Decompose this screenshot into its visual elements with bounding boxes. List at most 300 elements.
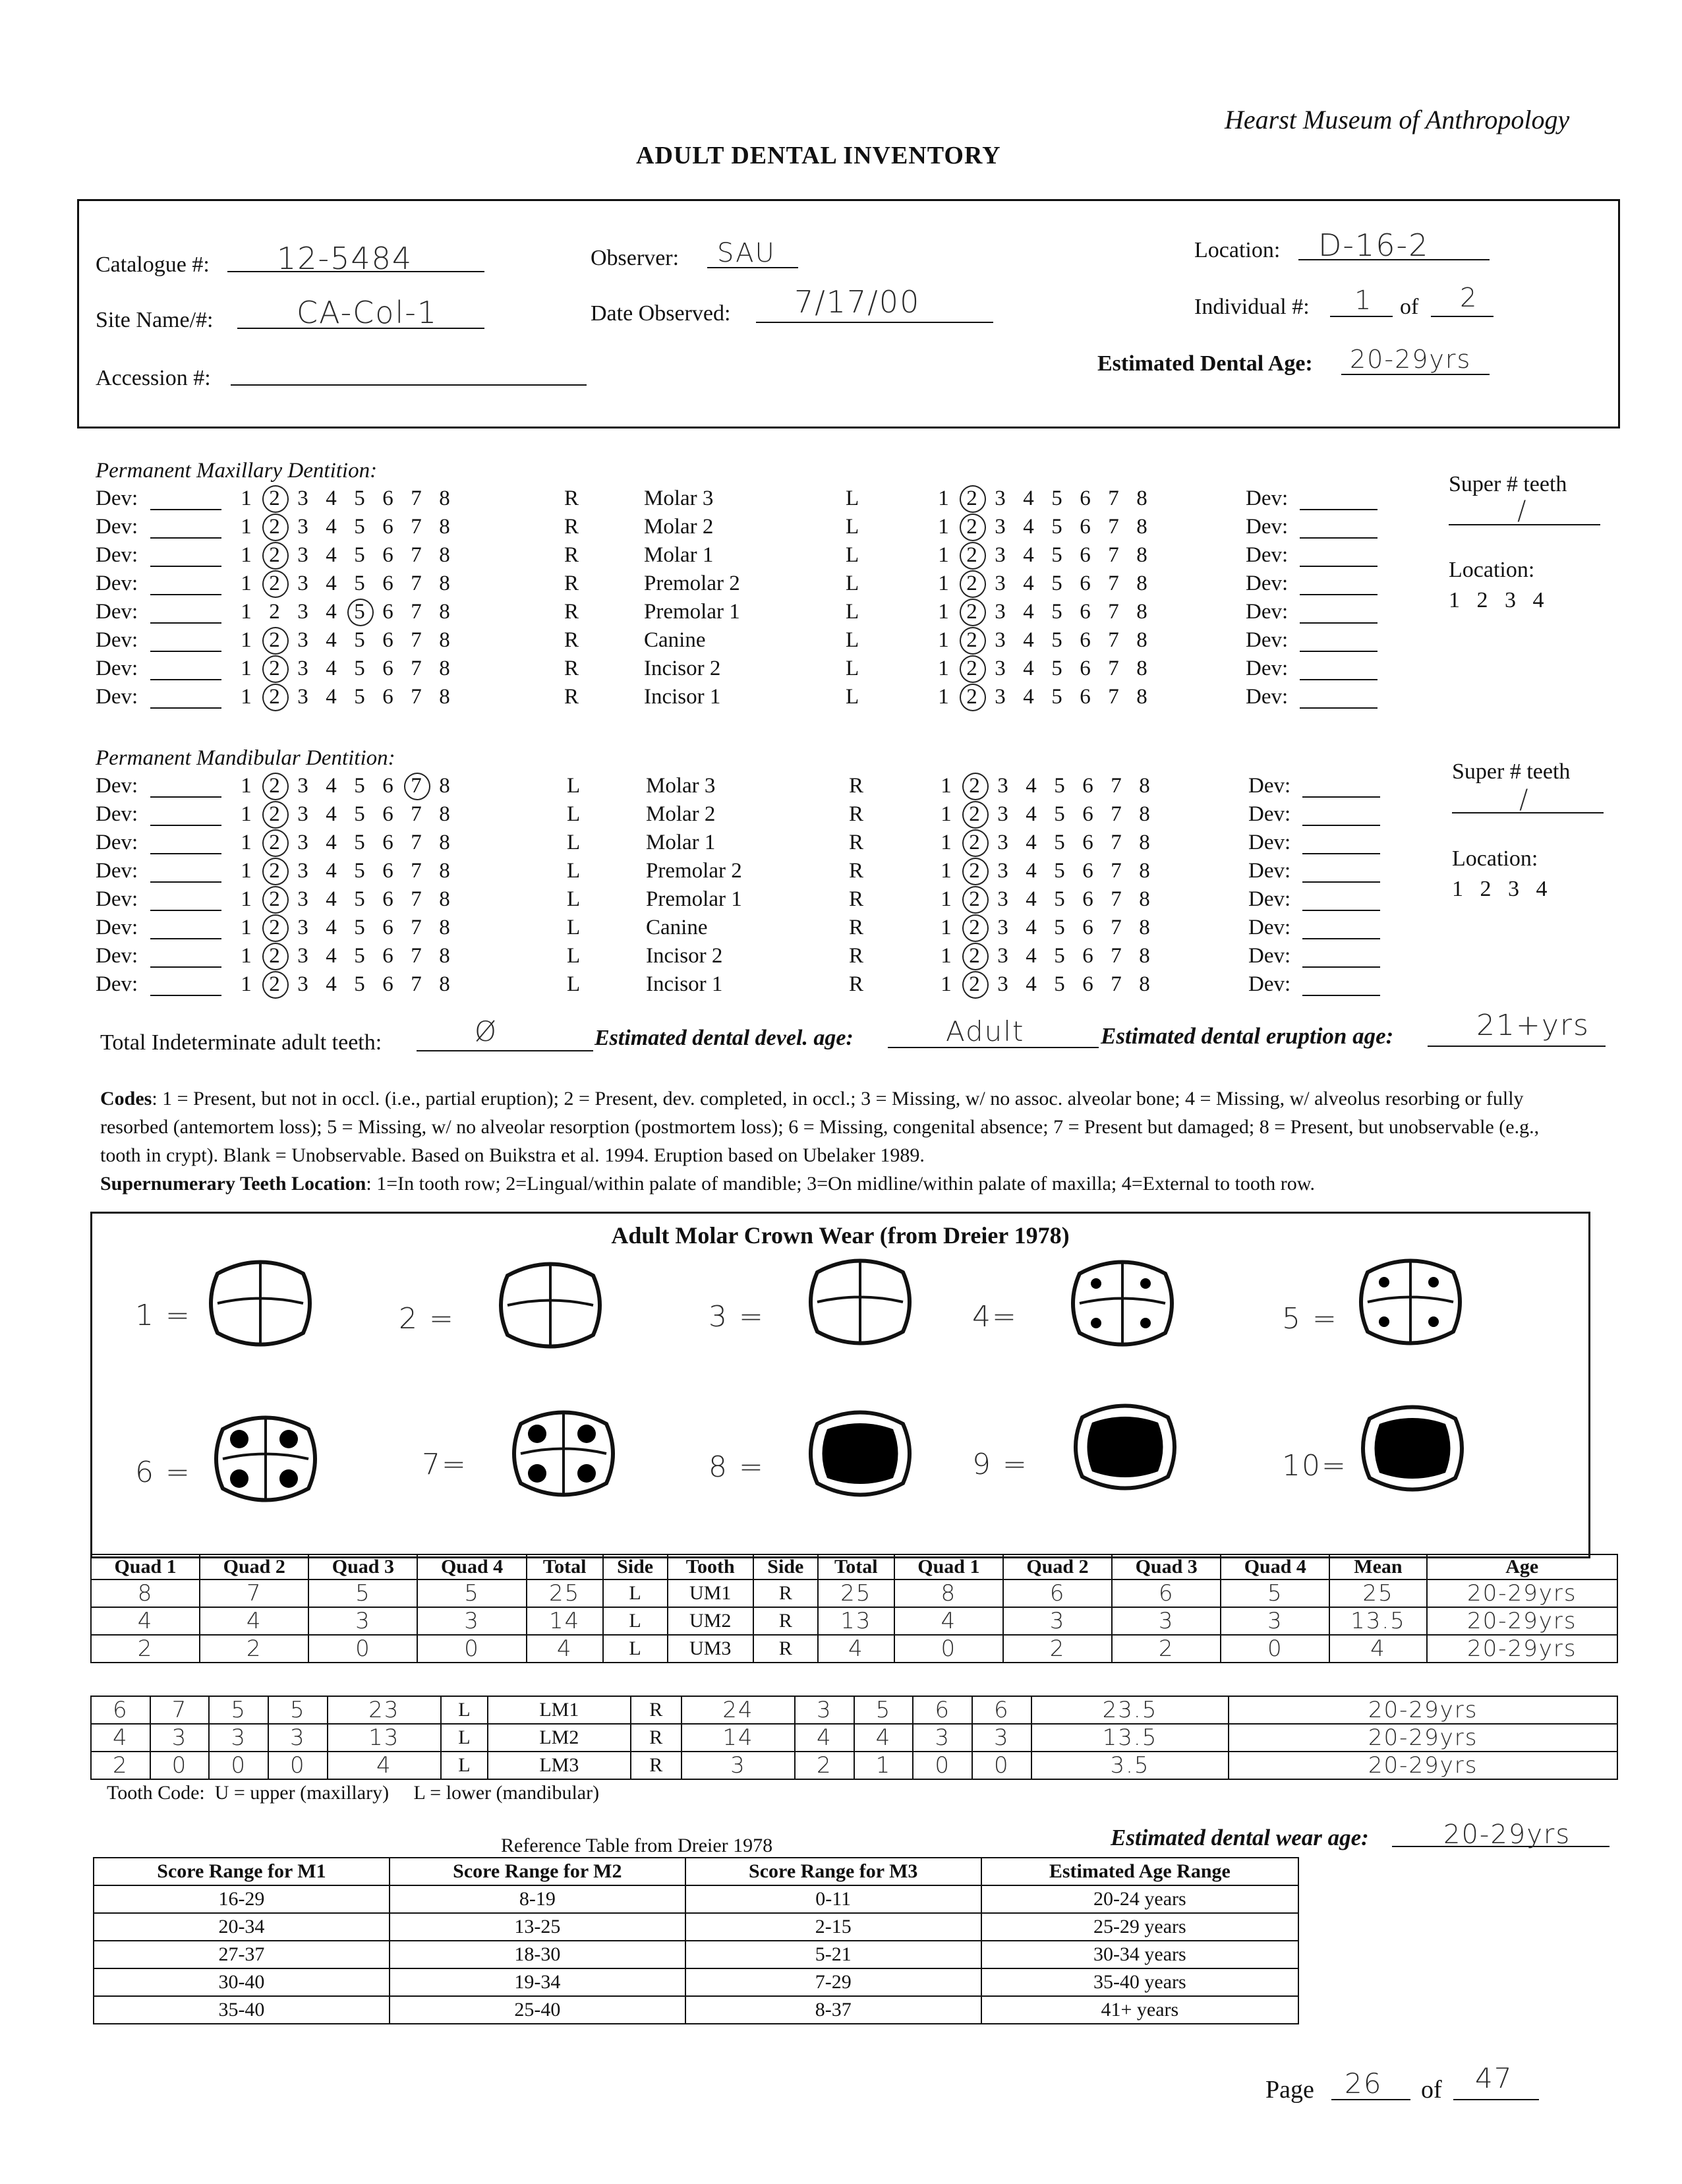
wear-table-cell[interactable]: 4	[854, 1724, 914, 1752]
code-option[interactable]: 5	[1051, 487, 1062, 510]
code-option[interactable]: 4	[326, 487, 337, 510]
circled-code[interactable]: 2	[260, 944, 289, 968]
code-option[interactable]: 5	[1051, 628, 1062, 652]
code-option[interactable]: 4	[326, 831, 337, 854]
wear-table-cell[interactable]: 3	[308, 1607, 417, 1635]
code-option[interactable]: 4	[326, 572, 337, 595]
code-option[interactable]: 6	[1082, 887, 1093, 911]
wear-table-cell[interactable]: 20-29yrs	[1229, 1724, 1617, 1752]
wear-table-cell[interactable]: 20-29yrs	[1427, 1635, 1617, 1663]
code-option[interactable]: 3	[297, 916, 308, 939]
mandibular-super-value[interactable]: /	[1519, 784, 1530, 815]
code-option[interactable]: 1	[241, 515, 252, 539]
code-option[interactable]: 4	[326, 628, 337, 652]
wear-table-cell[interactable]: 0	[417, 1635, 526, 1663]
catalogue-value[interactable]: 12-5484	[277, 241, 413, 276]
code-option[interactable]: 4	[326, 657, 337, 680]
wear-table-cell[interactable]: 4	[91, 1607, 200, 1635]
code-option[interactable]: 5	[354, 944, 365, 968]
wear-table-cell[interactable]: 25	[527, 1579, 603, 1607]
code-option[interactable]: 7	[411, 657, 422, 680]
code-option[interactable]: 3	[297, 628, 308, 652]
wear-table-cell[interactable]: 6	[1003, 1579, 1112, 1607]
wear-table-cell[interactable]: 5	[417, 1579, 526, 1607]
code-option[interactable]: 5	[354, 887, 365, 911]
code-option[interactable]: 1	[241, 685, 252, 709]
code-option[interactable]: 6	[382, 944, 393, 968]
code-option[interactable]: 1	[241, 972, 252, 996]
code-option[interactable]: 4	[326, 802, 337, 826]
circled-code[interactable]: 2	[958, 600, 986, 624]
code-option[interactable]: 4	[1026, 802, 1037, 826]
wear-table-cell[interactable]: 5	[308, 1579, 417, 1607]
code-option[interactable]: 3	[995, 628, 1006, 652]
code-option[interactable]: 8	[1139, 831, 1150, 854]
dev-field[interactable]	[150, 966, 221, 968]
code-option[interactable]: 1	[241, 916, 252, 939]
wear-table-cell[interactable]: 8	[894, 1579, 1003, 1607]
code-option[interactable]: 8	[1139, 887, 1150, 911]
code-option[interactable]: 3	[997, 774, 1008, 798]
dev-field[interactable]	[150, 796, 221, 798]
circled-code[interactable]: 2	[960, 887, 989, 912]
code-option[interactable]: 6	[1082, 831, 1093, 854]
code-option[interactable]: 7	[411, 600, 422, 624]
circled-code[interactable]: 2	[260, 859, 289, 883]
code-option[interactable]: 4	[326, 859, 337, 883]
code-option[interactable]: 3	[297, 600, 308, 624]
total-indeterminate-value[interactable]: Ø	[475, 1015, 498, 1048]
code-option[interactable]: 7	[411, 916, 422, 939]
code-option[interactable]: 3	[995, 657, 1006, 680]
code-option[interactable]: 2	[269, 600, 280, 624]
wear-table-cell[interactable]: 20-29yrs	[1229, 1696, 1617, 1724]
code-option[interactable]: 5	[354, 685, 365, 709]
code-option[interactable]: 7	[1108, 628, 1119, 652]
code-option[interactable]: 3	[297, 657, 308, 680]
code-option[interactable]: 4	[326, 916, 337, 939]
code-option[interactable]: 4	[1023, 657, 1034, 680]
circled-code[interactable]: 2	[960, 916, 989, 940]
wear-table-cell[interactable]: 4	[818, 1635, 894, 1663]
code-option[interactable]: 7	[1108, 572, 1119, 595]
wear-table-cell[interactable]: 3	[972, 1724, 1031, 1752]
code-option[interactable]: 6	[382, 543, 393, 567]
code-option[interactable]: 8	[439, 515, 450, 539]
code-option[interactable]: 1	[241, 774, 252, 798]
code-option[interactable]: 8	[439, 859, 450, 883]
dev-field[interactable]	[1300, 509, 1378, 510]
code-option[interactable]: 5	[1054, 944, 1065, 968]
code-option[interactable]: 6	[382, 487, 393, 510]
dev-field[interactable]	[150, 853, 221, 854]
wear-table-cell[interactable]: 0	[150, 1752, 210, 1779]
site-value[interactable]: CA-Col-1	[297, 295, 438, 330]
location-value[interactable]: D-16-2	[1318, 227, 1430, 263]
dev-field[interactable]	[150, 622, 221, 624]
maxillary-super-value[interactable]: /	[1517, 496, 1528, 526]
circled-code[interactable]: 2	[260, 685, 289, 709]
code-option[interactable]: 7	[411, 543, 422, 567]
wear-table-cell[interactable]: 3	[682, 1752, 795, 1779]
code-option[interactable]: 5	[1051, 543, 1062, 567]
code-option[interactable]: 1	[938, 628, 949, 652]
code-option[interactable]: 7	[1111, 916, 1122, 939]
code-option[interactable]: 5	[1051, 600, 1062, 624]
code-option[interactable]: 3	[995, 685, 1006, 709]
code-option[interactable]: 4	[1026, 831, 1037, 854]
code-option[interactable]: 4	[326, 887, 337, 911]
code-option[interactable]: 5	[354, 774, 365, 798]
code-option[interactable]: 1	[941, 916, 952, 939]
dev-field[interactable]	[1302, 910, 1380, 911]
code-option[interactable]: 7	[1108, 600, 1119, 624]
code-option[interactable]: 3	[997, 887, 1008, 911]
code-option[interactable]: 4	[1023, 572, 1034, 595]
circled-code[interactable]: 2	[260, 774, 289, 798]
code-option[interactable]: 6	[1080, 685, 1091, 709]
code-option[interactable]: 4	[1023, 543, 1034, 567]
code-option[interactable]: 7	[1111, 831, 1122, 854]
code-option[interactable]: 7	[1111, 774, 1122, 798]
wear-table-cell[interactable]: 0	[1221, 1635, 1329, 1663]
code-option[interactable]: 3	[995, 487, 1006, 510]
code-option[interactable]: 1	[938, 600, 949, 624]
code-option[interactable]: 8	[1139, 774, 1150, 798]
code-option[interactable]: 8	[1136, 628, 1147, 652]
code-option[interactable]: 3	[997, 831, 1008, 854]
date-value[interactable]: 7/17/00	[794, 284, 921, 320]
dev-field[interactable]	[1302, 938, 1380, 939]
code-option[interactable]: 8	[1136, 515, 1147, 539]
circled-code[interactable]: 2	[958, 572, 986, 596]
code-option[interactable]: 6	[382, 685, 393, 709]
code-option[interactable]: 8	[439, 657, 450, 680]
wear-table-cell[interactable]: 3	[209, 1724, 268, 1752]
code-option[interactable]: 8	[1139, 972, 1150, 996]
code-option[interactable]: 5	[354, 487, 365, 510]
wear-table-cell[interactable]: 7	[150, 1696, 210, 1724]
code-option[interactable]: 3	[997, 944, 1008, 968]
wear-table-cell[interactable]: 13	[818, 1607, 894, 1635]
code-option[interactable]: 6	[382, 600, 393, 624]
code-option[interactable]: 4	[326, 944, 337, 968]
code-option[interactable]: 4	[1023, 487, 1034, 510]
wear-table-cell[interactable]: 2	[91, 1635, 200, 1663]
code-option[interactable]: 5	[354, 657, 365, 680]
circled-code[interactable]: 2	[260, 515, 289, 539]
code-option[interactable]: 8	[1136, 685, 1147, 709]
wear-table-cell[interactable]: 0	[972, 1752, 1031, 1779]
code-option[interactable]: 7	[1111, 859, 1122, 883]
code-option[interactable]: 5	[1054, 831, 1065, 854]
code-option[interactable]: 6	[382, 831, 393, 854]
wear-table-cell[interactable]: 13.5	[1329, 1607, 1426, 1635]
code-option[interactable]: 6	[1080, 600, 1091, 624]
circled-code[interactable]: 2	[960, 831, 989, 855]
circled-code[interactable]: 7	[402, 774, 430, 798]
dev-field[interactable]	[1302, 825, 1380, 826]
wear-table-cell[interactable]: 0	[308, 1635, 417, 1663]
code-option[interactable]: 1	[241, 802, 252, 826]
code-option[interactable]: 8	[439, 543, 450, 567]
wear-table-cell[interactable]: 2	[795, 1752, 854, 1779]
code-option[interactable]: 7	[411, 944, 422, 968]
code-option[interactable]: 6	[382, 628, 393, 652]
dev-field[interactable]	[150, 651, 221, 652]
wear-table-cell[interactable]: 23	[328, 1696, 441, 1724]
wear-table-cell[interactable]: 4	[527, 1635, 603, 1663]
code-option[interactable]: 4	[1026, 916, 1037, 939]
wear-table-cell[interactable]: 13	[328, 1724, 441, 1752]
wear-table-cell[interactable]: 3.5	[1031, 1752, 1229, 1779]
code-option[interactable]: 3	[297, 685, 308, 709]
code-option[interactable]: 1	[941, 774, 952, 798]
wear-table-cell[interactable]: 14	[527, 1607, 603, 1635]
dev-field[interactable]	[1300, 651, 1378, 652]
code-option[interactable]: 5	[1054, 859, 1065, 883]
circled-code[interactable]: 2	[960, 972, 989, 997]
code-option[interactable]: 4	[326, 543, 337, 567]
code-option[interactable]: 5	[1054, 972, 1065, 996]
code-option[interactable]: 7	[1108, 657, 1119, 680]
dev-field[interactable]	[1300, 594, 1378, 595]
wear-table-cell[interactable]: 3	[150, 1724, 210, 1752]
circled-code[interactable]: 2	[260, 887, 289, 912]
code-option[interactable]: 7	[411, 831, 422, 854]
code-option[interactable]: 7	[1111, 887, 1122, 911]
code-option[interactable]: 3	[997, 802, 1008, 826]
code-option[interactable]: 3	[297, 572, 308, 595]
code-option[interactable]: 1	[941, 944, 952, 968]
code-option[interactable]: 4	[326, 685, 337, 709]
code-option[interactable]: 6	[1082, 944, 1093, 968]
code-option[interactable]: 6	[1080, 487, 1091, 510]
code-option[interactable]: 5	[1054, 802, 1065, 826]
circled-code[interactable]: 2	[960, 944, 989, 968]
wear-table-cell[interactable]: 4	[795, 1724, 854, 1752]
wear-table-cell[interactable]: 6	[972, 1696, 1031, 1724]
code-option[interactable]: 5	[1051, 657, 1062, 680]
code-option[interactable]: 7	[411, 685, 422, 709]
code-option[interactable]: 6	[382, 972, 393, 996]
circled-code[interactable]: 2	[260, 628, 289, 653]
code-option[interactable]: 8	[1139, 916, 1150, 939]
wear-table-cell[interactable]: 4	[328, 1752, 441, 1779]
code-option[interactable]: 5	[1054, 774, 1065, 798]
code-option[interactable]: 5	[1051, 515, 1062, 539]
code-option[interactable]: 5	[354, 543, 365, 567]
code-option[interactable]: 6	[1080, 515, 1091, 539]
wear-table-cell[interactable]: 3	[1112, 1607, 1221, 1635]
code-option[interactable]: 8	[1139, 859, 1150, 883]
wear-table-cell[interactable]: 4	[91, 1724, 150, 1752]
dev-field[interactable]	[1300, 566, 1378, 567]
circled-code[interactable]: 2	[960, 802, 989, 827]
code-option[interactable]: 3	[297, 944, 308, 968]
code-option[interactable]: 1	[941, 972, 952, 996]
code-option[interactable]: 7	[411, 515, 422, 539]
code-option[interactable]: 8	[1136, 600, 1147, 624]
dev-field[interactable]	[150, 537, 221, 539]
code-option[interactable]: 6	[382, 887, 393, 911]
code-option[interactable]: 4	[1023, 600, 1034, 624]
code-option[interactable]: 3	[297, 972, 308, 996]
code-option[interactable]: 7	[411, 859, 422, 883]
code-option[interactable]: 7	[1111, 972, 1122, 996]
wear-age-value[interactable]: 20-29yrs	[1443, 1819, 1571, 1850]
code-option[interactable]: 6	[382, 657, 393, 680]
dev-field[interactable]	[1302, 853, 1380, 854]
code-option[interactable]: 8	[439, 887, 450, 911]
wear-table-cell[interactable]: 3	[417, 1607, 526, 1635]
code-option[interactable]: 1	[241, 887, 252, 911]
circled-code[interactable]: 2	[958, 685, 986, 709]
code-option[interactable]: 1	[941, 859, 952, 883]
code-option[interactable]: 8	[439, 572, 450, 595]
code-option[interactable]: 1	[938, 685, 949, 709]
individual-of-value[interactable]: 2	[1460, 283, 1478, 313]
code-option[interactable]: 7	[1108, 487, 1119, 510]
code-option[interactable]: 3	[997, 972, 1008, 996]
wear-table-cell[interactable]: 6	[913, 1696, 972, 1724]
code-option[interactable]: 1	[241, 600, 252, 624]
code-option[interactable]: 4	[326, 972, 337, 996]
wear-table-cell[interactable]: 5	[854, 1696, 914, 1724]
code-option[interactable]: 7	[411, 972, 422, 996]
code-option[interactable]: 6	[382, 916, 393, 939]
code-option[interactable]: 3	[297, 543, 308, 567]
wear-table-cell[interactable]: 5	[209, 1696, 268, 1724]
wear-table-cell[interactable]: 3	[268, 1724, 328, 1752]
wear-table-cell[interactable]: 13.5	[1031, 1724, 1229, 1752]
circled-code[interactable]: 2	[960, 859, 989, 883]
wear-table-cell[interactable]: 20-29yrs	[1229, 1752, 1617, 1779]
dev-field[interactable]	[1302, 995, 1380, 996]
code-option[interactable]: 1	[941, 831, 952, 854]
code-option[interactable]: 6	[1080, 628, 1091, 652]
circled-code[interactable]: 2	[260, 802, 289, 827]
wear-table-cell[interactable]: 0	[894, 1635, 1003, 1663]
code-option[interactable]: 6	[382, 515, 393, 539]
circled-code[interactable]: 2	[260, 543, 289, 568]
code-option[interactable]: 5	[1054, 887, 1065, 911]
dev-field[interactable]	[1300, 707, 1378, 709]
code-option[interactable]: 6	[382, 802, 393, 826]
wear-table-cell[interactable]: 25	[818, 1579, 894, 1607]
code-option[interactable]: 6	[1080, 657, 1091, 680]
code-option[interactable]: 1	[941, 887, 952, 911]
circled-code[interactable]: 2	[958, 543, 986, 568]
dev-field[interactable]	[1300, 679, 1378, 680]
code-option[interactable]: 4	[1026, 859, 1037, 883]
wear-table-cell[interactable]: 0	[913, 1752, 972, 1779]
dev-field[interactable]	[150, 910, 221, 911]
code-option[interactable]: 4	[1023, 685, 1034, 709]
wear-table-cell[interactable]: 24	[682, 1696, 795, 1724]
code-option[interactable]: 8	[439, 944, 450, 968]
dev-field[interactable]	[1302, 966, 1380, 968]
wear-table-cell[interactable]: 3	[1221, 1607, 1329, 1635]
code-option[interactable]: 5	[1051, 685, 1062, 709]
observer-value[interactable]: SAU	[717, 238, 776, 268]
code-option[interactable]: 6	[382, 859, 393, 883]
circled-code[interactable]: 2	[958, 628, 986, 653]
wear-table-cell[interactable]: 14	[682, 1724, 795, 1752]
code-option[interactable]: 7	[1111, 802, 1122, 826]
code-option[interactable]: 6	[1080, 543, 1091, 567]
circled-code[interactable]: 2	[260, 487, 289, 511]
code-option[interactable]: 1	[938, 487, 949, 510]
code-option[interactable]: 6	[1082, 859, 1093, 883]
circled-code[interactable]: 5	[345, 600, 374, 624]
dev-field[interactable]	[150, 509, 221, 510]
wear-table-cell[interactable]: 3	[795, 1696, 854, 1724]
wear-table-cell[interactable]: 2	[1003, 1635, 1112, 1663]
code-option[interactable]: 4	[326, 600, 337, 624]
code-option[interactable]: 1	[938, 657, 949, 680]
code-option[interactable]: 6	[382, 572, 393, 595]
code-option[interactable]: 4	[1026, 774, 1037, 798]
eruption-age-value[interactable]: 21+yrs	[1476, 1009, 1590, 1042]
code-option[interactable]: 3	[297, 831, 308, 854]
code-option[interactable]: 6	[1082, 774, 1093, 798]
code-option[interactable]: 3	[297, 774, 308, 798]
dev-field[interactable]	[1300, 537, 1378, 539]
code-option[interactable]: 7	[411, 572, 422, 595]
dev-field[interactable]	[150, 679, 221, 680]
code-option[interactable]: 8	[1139, 944, 1150, 968]
circled-code[interactable]: 2	[260, 916, 289, 940]
code-option[interactable]: 7	[1108, 685, 1119, 709]
circled-code[interactable]: 2	[958, 487, 986, 511]
dev-field[interactable]	[1300, 622, 1378, 624]
code-option[interactable]: 6	[382, 774, 393, 798]
dev-field[interactable]	[150, 938, 221, 939]
dev-field[interactable]	[150, 566, 221, 567]
code-option[interactable]: 3	[995, 600, 1006, 624]
code-option[interactable]: 5	[1051, 572, 1062, 595]
code-option[interactable]: 7	[411, 628, 422, 652]
code-option[interactable]: 1	[241, 657, 252, 680]
wear-table-cell[interactable]: 4	[1329, 1635, 1426, 1663]
dev-field[interactable]	[150, 594, 221, 595]
devel-age-value[interactable]: Adult	[946, 1015, 1025, 1048]
code-option[interactable]: 3	[995, 515, 1006, 539]
code-option[interactable]: 8	[439, 628, 450, 652]
code-option[interactable]: 8	[1136, 657, 1147, 680]
wear-table-cell[interactable]: 4	[200, 1607, 308, 1635]
wear-table-cell[interactable]: 2	[91, 1752, 150, 1779]
code-option[interactable]: 8	[1136, 487, 1147, 510]
code-option[interactable]: 4	[1023, 515, 1034, 539]
code-option[interactable]: 5	[1054, 916, 1065, 939]
code-option[interactable]: 5	[354, 802, 365, 826]
wear-table-cell[interactable]: 3	[1003, 1607, 1112, 1635]
code-option[interactable]: 5	[354, 831, 365, 854]
circled-code[interactable]: 2	[260, 831, 289, 855]
circled-code[interactable]: 2	[260, 572, 289, 596]
code-option[interactable]: 4	[1026, 972, 1037, 996]
code-option[interactable]: 1	[241, 487, 252, 510]
code-option[interactable]: 8	[439, 802, 450, 826]
estimated-dental-age-value[interactable]: 20-29yrs	[1350, 345, 1472, 374]
code-option[interactable]: 1	[241, 543, 252, 567]
code-option[interactable]: 1	[241, 859, 252, 883]
wear-table-cell[interactable]: 1	[854, 1752, 914, 1779]
code-option[interactable]: 8	[1136, 572, 1147, 595]
code-option[interactable]: 1	[938, 543, 949, 567]
